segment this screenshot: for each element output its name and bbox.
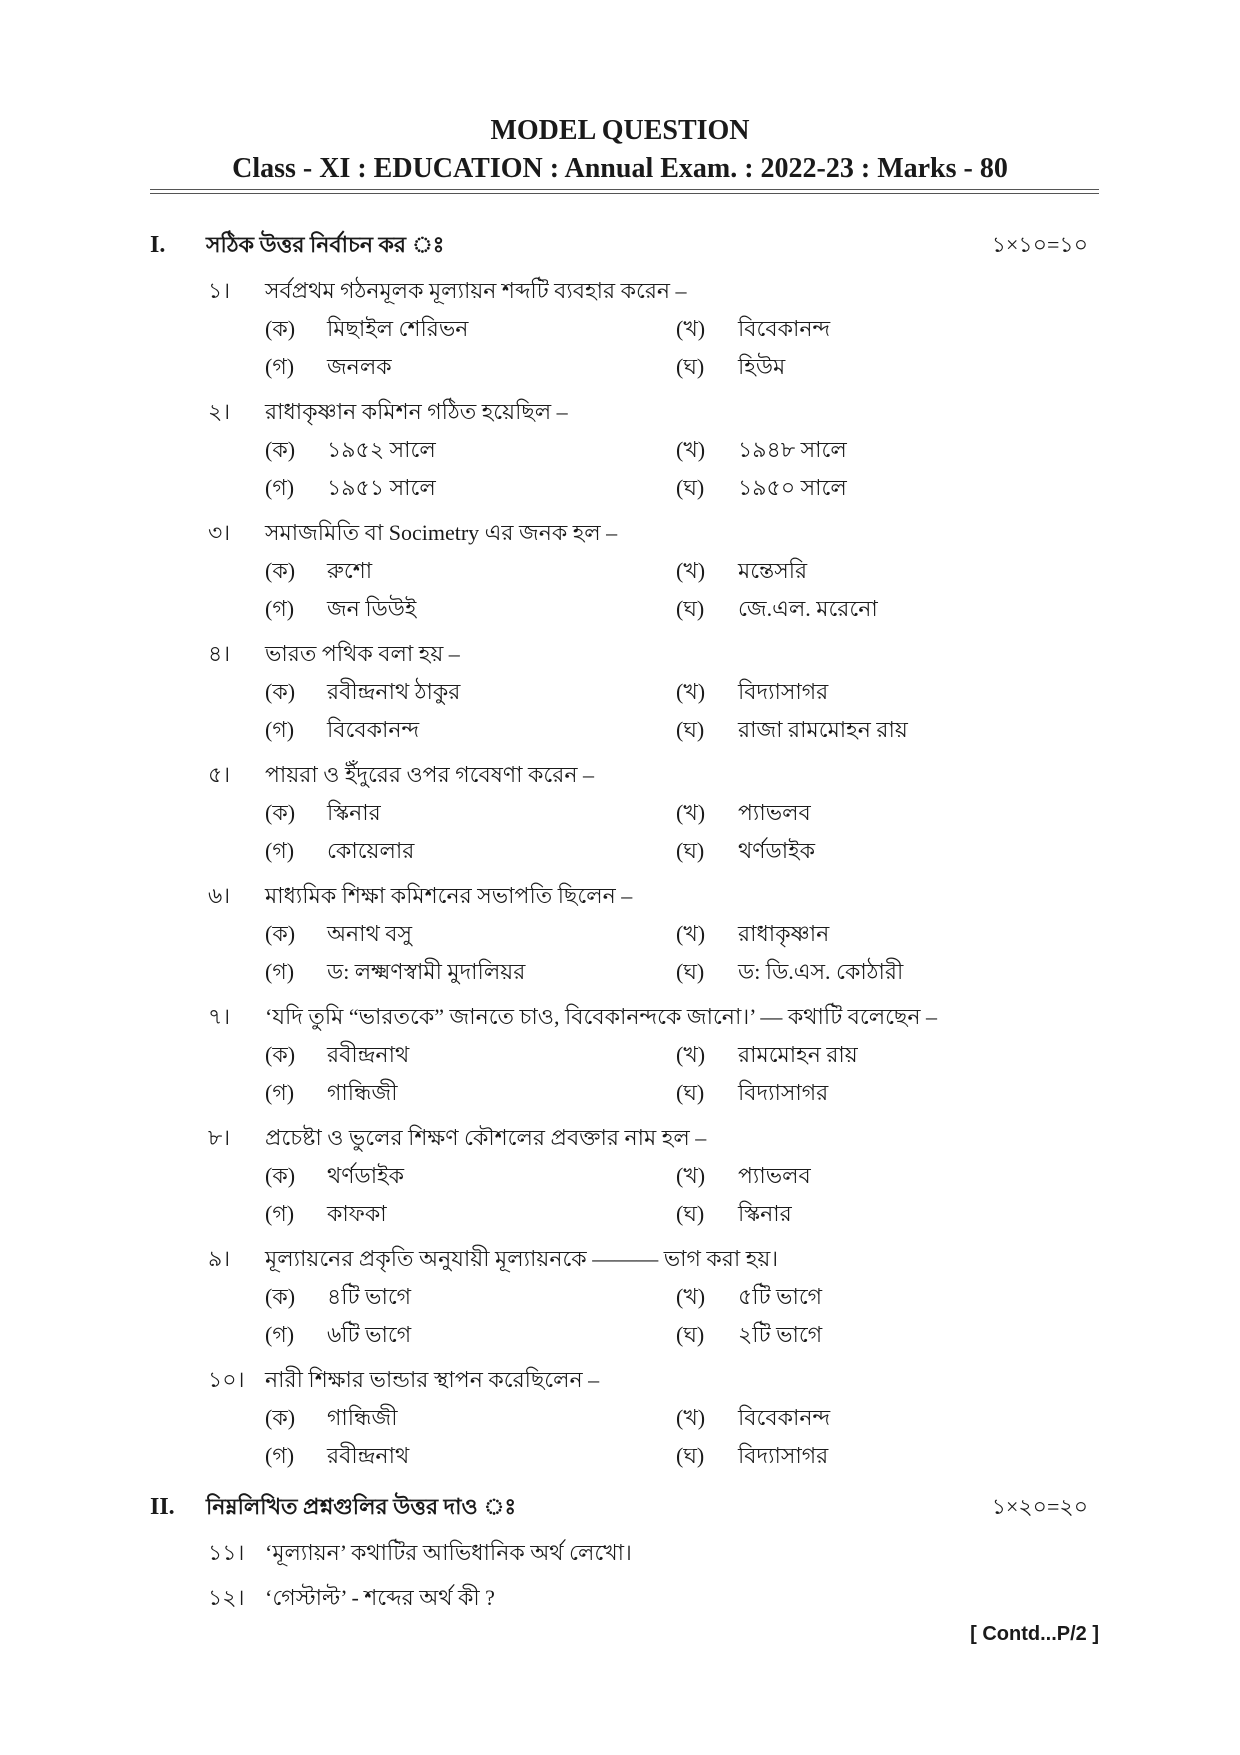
option-ga <box>265 1316 411 1354</box>
option-label: (ক) <box>265 800 296 825</box>
option-label: (গ) <box>265 1322 295 1347</box>
option-kha <box>676 1399 830 1437</box>
question-text: ‘গেস্টাল্ট’ - শব্দের অর্থ কী ? <box>265 1585 495 1610</box>
options-row <box>0 1278 1240 1316</box>
section-heading-row <box>0 1488 1240 1526</box>
option-label: (গ) <box>265 1080 295 1105</box>
options-row <box>0 1036 1240 1074</box>
options-row <box>0 1399 1240 1437</box>
option-text: ৪টি ভাগে <box>327 1284 412 1309</box>
options-row <box>0 794 1240 832</box>
option-ka <box>265 1157 404 1195</box>
option-label: (খ) <box>676 1163 706 1188</box>
option-kha <box>676 794 811 832</box>
options-row <box>0 552 1240 590</box>
option-text: বিবেকানন্দ <box>327 717 420 742</box>
option-label: (ক) <box>265 316 296 341</box>
option-kha <box>676 1036 858 1074</box>
option-label: (খ) <box>676 800 706 825</box>
option-text: মিছাইল শেরিভন <box>327 316 469 341</box>
question-11 <box>0 1534 1240 1572</box>
question-text: ‘মূল্যায়ন’ কথাটির আভিধানিক অর্থ লেখো। <box>265 1540 632 1565</box>
option-text: বিবেকানন্দ <box>738 316 831 341</box>
option-text: রবীন্দ্রনাথ <box>327 1042 410 1067</box>
option-text: মন্তেসরি <box>738 558 808 583</box>
options-row <box>0 1195 1240 1233</box>
option-label: (ক) <box>265 1284 296 1309</box>
option-label: (ঘ) <box>676 959 705 984</box>
option-text: ২টি ভাগে <box>738 1322 823 1347</box>
question-number: ২। <box>208 399 231 424</box>
question-row <box>0 1534 1240 1572</box>
exam-details: Class - XI : EDUCATION : Annual Exam. : 2022-23 : Marks - 80 <box>232 153 1008 184</box>
question-text: নারী শিক্ষার ভান্ডার স্থাপন করেছিলেন – <box>265 1367 600 1392</box>
question-text: সর্বপ্রথম গঠনমূলক মূল্যায়ন শব্দটি ব্যবহার করেন – <box>265 278 687 303</box>
option-label: (খ) <box>676 316 706 341</box>
option-ga <box>265 953 525 991</box>
question-text: মাধ্যমিক শিক্ষা কমিশনের সভাপতি ছিলেন – <box>265 883 633 908</box>
option-label: (গ) <box>265 596 295 621</box>
option-label: (ঘ) <box>676 1080 705 1105</box>
option-text: ড: ডি.এস. কোঠারী <box>738 959 904 984</box>
question-text: ‘যদি তুমি “ভারতকে” জানতে চাও, বিবেকানন্দকে জানো।’ — কথাটি বলেছেন – <box>265 1004 937 1029</box>
question-number: ৬। <box>208 883 231 908</box>
option-text: ১৯৫২ সালে <box>327 437 436 462</box>
option-label: (ক) <box>265 679 296 704</box>
option-label: (ঘ) <box>676 475 705 500</box>
question-text: পায়রা ও ইঁদুরের ওপর গবেষণা করেন – <box>265 762 594 787</box>
option-ka <box>265 310 468 348</box>
option-label: (ক) <box>265 921 296 946</box>
page-title: MODEL QUESTION <box>490 115 750 146</box>
option-text: থর্ণডাইক <box>738 838 815 863</box>
option-kha <box>676 915 829 953</box>
option-label: (খ) <box>676 1042 706 1067</box>
question-row <box>0 1119 1240 1157</box>
option-text: রবীন্দ্রনাথ <box>327 1443 410 1468</box>
option-label: (খ) <box>676 921 706 946</box>
option-text: ১৯৪৮ সালে <box>738 437 847 462</box>
option-ka <box>265 1399 398 1437</box>
option-kha <box>676 673 828 711</box>
section-marks: ১×১০=১০ <box>991 232 1088 257</box>
options-row <box>0 673 1240 711</box>
option-label: (ক) <box>265 558 296 583</box>
option-ga <box>265 1074 398 1112</box>
option-kha <box>676 310 830 348</box>
options-row <box>0 1437 1240 1475</box>
question-8 <box>0 1119 1240 1233</box>
option-gha <box>676 953 903 991</box>
option-ka <box>265 552 372 590</box>
option-label: (খ) <box>676 437 706 462</box>
question-number: ১০। <box>208 1367 245 1392</box>
question-2 <box>0 393 1240 507</box>
option-label: (ঘ) <box>676 717 705 742</box>
option-label: (গ) <box>265 475 295 500</box>
question-number: ৫। <box>208 762 231 787</box>
options-row <box>0 1157 1240 1195</box>
option-label: (ক) <box>265 437 296 462</box>
section-numeral: I. <box>150 232 166 258</box>
question-number: ৯। <box>208 1246 231 1271</box>
option-label: (ক) <box>265 1042 296 1067</box>
continued-note: [ Contd...P/2 ] <box>970 1623 1099 1645</box>
question-text: ভারত পথিক বলা হয় – <box>265 641 460 666</box>
option-label: (ঘ) <box>676 1443 705 1468</box>
option-ga <box>265 1437 409 1475</box>
question-number: ১২। <box>208 1585 245 1610</box>
question-9 <box>0 1240 1240 1354</box>
option-gha <box>676 711 908 749</box>
question-text: রাধাকৃষ্ণান কমিশন গঠিত হয়েছিল – <box>265 399 568 424</box>
options-row <box>0 953 1240 991</box>
option-text: রাজা রামমোহন রায় <box>738 717 908 742</box>
option-label: (খ) <box>676 558 706 583</box>
option-label: (গ) <box>265 354 295 379</box>
question-number: ১১। <box>208 1540 245 1565</box>
option-gha <box>676 1316 822 1354</box>
option-label: (ঘ) <box>676 354 705 379</box>
option-ka <box>265 431 436 469</box>
option-kha <box>676 552 807 590</box>
option-ga <box>265 469 436 507</box>
question-row <box>0 998 1240 1036</box>
option-gha <box>676 1074 828 1112</box>
options-row <box>0 711 1240 749</box>
option-text: জনলক <box>327 354 392 379</box>
question-3 <box>0 514 1240 628</box>
double-rule-divider <box>150 189 1099 194</box>
option-kha <box>676 431 847 469</box>
options-row <box>0 310 1240 348</box>
question-row <box>0 756 1240 794</box>
option-text: বিদ্যাসাগর <box>738 679 829 704</box>
question-10 <box>0 1361 1240 1475</box>
option-text: কোয়েলার <box>327 838 415 863</box>
option-gha <box>676 1195 792 1233</box>
question-6 <box>0 877 1240 991</box>
option-label: (ঘ) <box>676 838 705 863</box>
question-row <box>0 272 1240 310</box>
question-text: প্রচেষ্টা ও ভুলের শিক্ষণ কৌশলের প্রবক্তার নাম হল – <box>265 1125 707 1150</box>
option-text: ৬টি ভাগে <box>327 1322 412 1347</box>
question-row <box>0 514 1240 552</box>
option-label: (ক) <box>265 1405 296 1430</box>
options-row <box>0 1074 1240 1112</box>
options-row <box>0 832 1240 870</box>
option-ga <box>265 590 416 628</box>
option-text: রুশো <box>327 558 373 583</box>
option-text: স্কিনার <box>327 800 381 825</box>
option-text: ১৯৫১ সালে <box>327 475 436 500</box>
option-gha <box>676 590 878 628</box>
option-ga <box>265 348 392 386</box>
question-number: ১। <box>208 278 231 303</box>
option-label: (গ) <box>265 717 295 742</box>
option-ka <box>265 794 381 832</box>
option-text: রাধাকৃষ্ণান <box>738 921 830 946</box>
section-marks: ১×২০=২০ <box>991 1494 1088 1519</box>
question-row <box>0 393 1240 431</box>
option-text: অনাথ বসু <box>327 921 413 946</box>
question-number: ৮। <box>208 1125 231 1150</box>
question-text: সমাজমিতি বা Socimetry এর জনক হল – <box>265 520 618 545</box>
option-text: জন ডিউই <box>327 596 417 621</box>
options-row <box>0 590 1240 628</box>
options-row <box>0 1316 1240 1354</box>
options-row <box>0 348 1240 386</box>
option-gha <box>676 1437 828 1475</box>
option-ka <box>265 673 460 711</box>
question-5 <box>0 756 1240 870</box>
option-text: জে.এল. মরেনো <box>738 596 878 621</box>
question-row <box>0 1240 1240 1278</box>
section-numeral: II. <box>150 1494 175 1520</box>
question-7 <box>0 998 1240 1112</box>
question-4 <box>0 635 1240 749</box>
section-heading-row <box>0 226 1240 264</box>
question-paper-body <box>0 226 1240 1617</box>
option-ga <box>265 832 414 870</box>
option-label: (ক) <box>265 1163 296 1188</box>
option-label: (খ) <box>676 679 706 704</box>
options-row <box>0 915 1240 953</box>
option-text: থর্ণডাইক <box>327 1163 404 1188</box>
question-row <box>0 877 1240 915</box>
question-12 <box>0 1579 1240 1617</box>
question-row <box>0 1361 1240 1399</box>
option-text: বিবেকানন্দ <box>738 1405 831 1430</box>
question-text: মূল্যায়নের প্রকৃতি অনুযায়ী মূল্যায়নকে ——— ভাগ করা হয়। <box>265 1246 779 1271</box>
option-ga <box>265 1195 387 1233</box>
option-text: ১৯৫০ সালে <box>738 475 847 500</box>
option-label: (ঘ) <box>676 1201 705 1226</box>
option-text: প্যাভলব <box>738 1163 811 1188</box>
option-label: (গ) <box>265 959 295 984</box>
section-instruction: নিম্নলিখিত প্রশ্নগুলির উত্তর দাও ঃ <box>206 1494 517 1519</box>
option-text: প্যাভলব <box>738 800 811 825</box>
option-text: বিদ্যাসাগর <box>738 1080 829 1105</box>
question-1 <box>0 272 1240 386</box>
option-text: রবীন্দ্রনাথ ঠাকুর <box>327 679 461 704</box>
option-label: (গ) <box>265 838 295 863</box>
option-label: (গ) <box>265 1201 295 1226</box>
option-label: (খ) <box>676 1284 706 1309</box>
option-ka <box>265 915 412 953</box>
option-text: ৫টি ভাগে <box>738 1284 823 1309</box>
option-text: হিউম <box>738 354 786 379</box>
question-number: ৭। <box>208 1004 231 1029</box>
question-number: ৩। <box>208 520 231 545</box>
option-text: গান্ধিজী <box>327 1080 398 1105</box>
question-row <box>0 635 1240 673</box>
options-row <box>0 431 1240 469</box>
option-kha <box>676 1157 811 1195</box>
page-header <box>0 113 1240 187</box>
option-text: স্কিনার <box>738 1201 792 1226</box>
option-kha <box>676 1278 822 1316</box>
option-ka <box>265 1278 411 1316</box>
section-instruction: সঠিক উত্তর নির্বাচন কর ঃ <box>206 232 445 257</box>
option-gha <box>676 348 785 386</box>
option-text: রামমোহন রায় <box>738 1042 858 1067</box>
option-text: কাফকা <box>327 1201 387 1226</box>
option-gha <box>676 469 847 507</box>
option-ka <box>265 1036 409 1074</box>
option-ga <box>265 711 419 749</box>
question-row <box>0 1579 1240 1617</box>
option-label: (গ) <box>265 1443 295 1468</box>
option-gha <box>676 832 815 870</box>
option-text: ড: লক্ষ্মণস্বামী মুদালিয়র <box>327 959 526 984</box>
option-label: (ঘ) <box>676 1322 705 1347</box>
option-text: গান্ধিজী <box>327 1405 398 1430</box>
option-text: বিদ্যাসাগর <box>738 1443 829 1468</box>
option-label: (খ) <box>676 1405 706 1430</box>
options-row <box>0 469 1240 507</box>
question-number: ৪। <box>208 641 231 666</box>
option-label: (ঘ) <box>676 596 705 621</box>
